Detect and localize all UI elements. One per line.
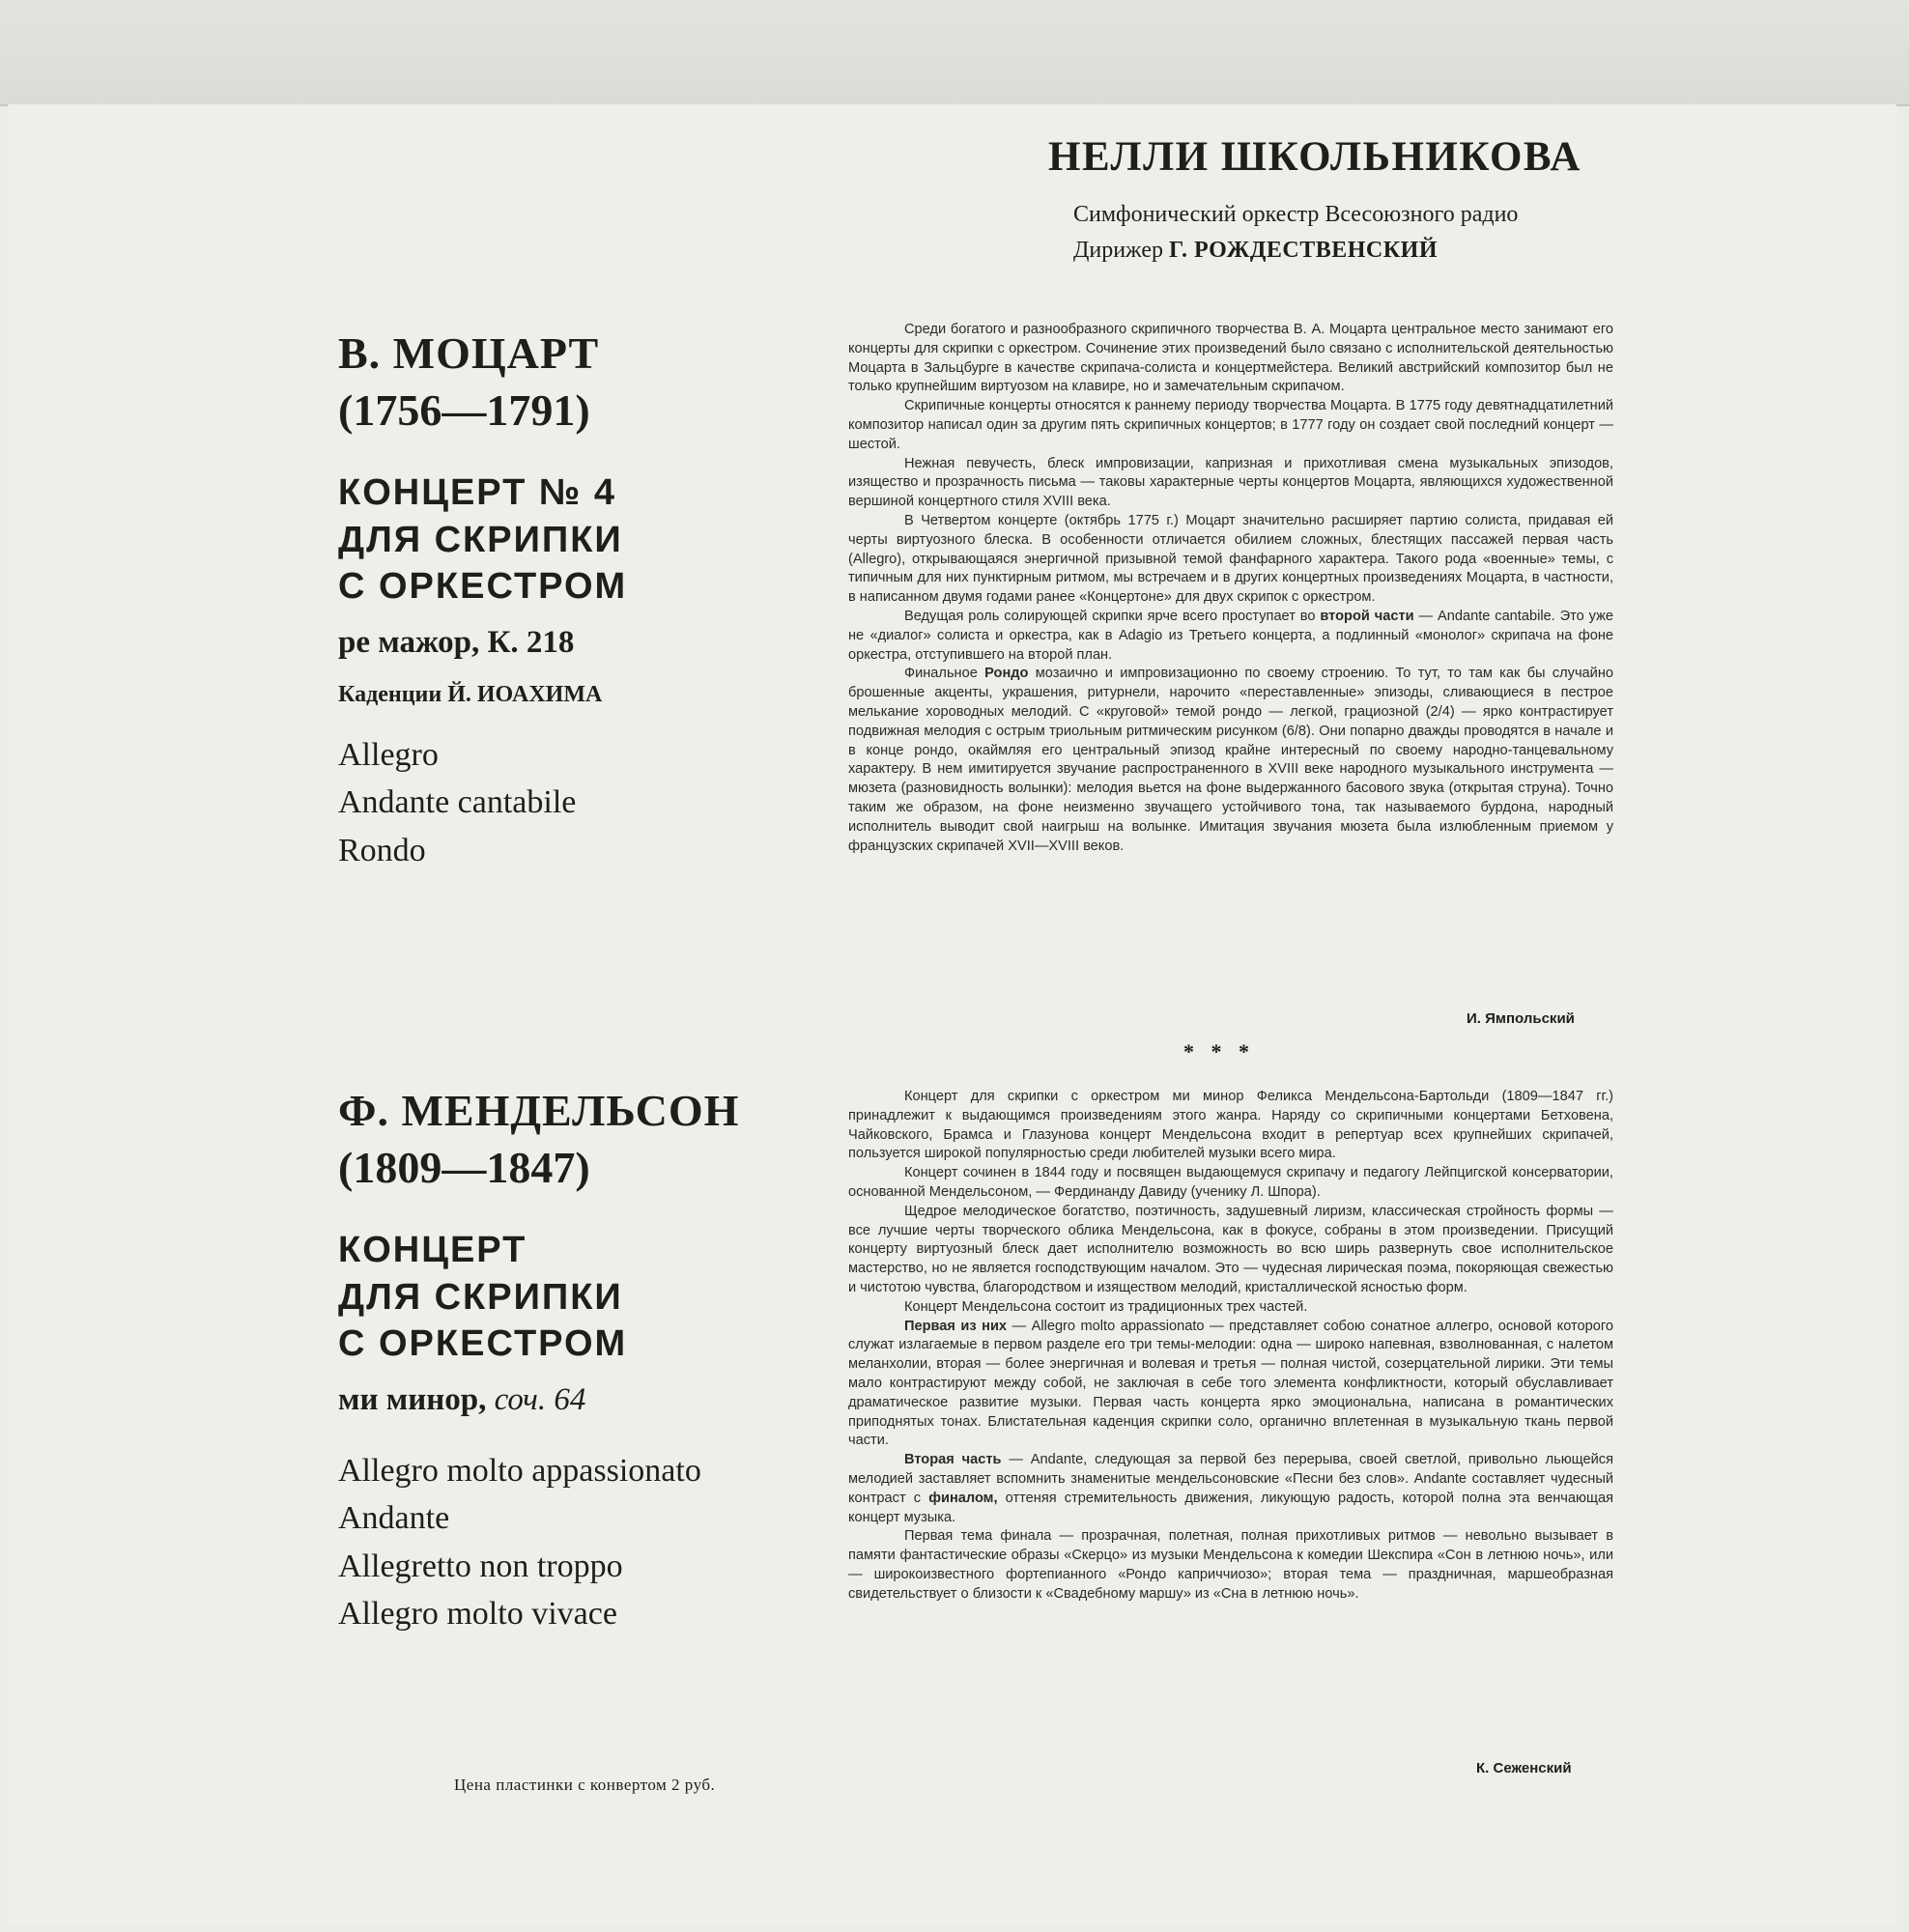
movement-item: Allegro molto vivace: [338, 1596, 617, 1633]
performer-name: НЕЛЛИ ШКОЛЬНИКОВА: [1048, 134, 1581, 180]
essay-paragraph: [848, 665, 1613, 856]
essay-paragraph: [848, 608, 1613, 665]
mozart-title-line: КОНЦЕРТ № 4: [338, 472, 616, 514]
essay-paragraph: Первая тема финала — прозрачная, полетная, полная прихотливых ритмов — невольно вызывает в памяти фантастические образы «Скерцо» из музыки Мендельсона к комедии Шекспира «Сон в летнюю ночь», или — широкоизвестного фортепианного «Рондо каприччиозо»; вторая тема — праздничная, маршеобразная свидетельствует о близости к «Свадебному маршу» из «Сна в летнюю ночь».: [848, 1528, 1613, 1602]
essay-emphasis: Вторая часть: [904, 1452, 1002, 1468]
mozart-title-line: С ОРКЕСТРОМ: [338, 565, 628, 607]
mozart-essay: [848, 321, 1613, 856]
mozart-composer: В. МОЦАРТ: [338, 328, 600, 378]
mendelssohn-years: (1809—1847): [338, 1143, 590, 1193]
mozart-work-title: [338, 469, 821, 610]
essay-emphasis: Рондо: [984, 666, 1029, 682]
mendelssohn-essay: [848, 1088, 1613, 1605]
mendelssohn-work-title: [338, 1227, 821, 1367]
essay-paragraph: Нежная певучесть, блеск импровизации, капризная и прихотливая смена музыкальных эпизодов, изящество и прозрачность письма — таковы характерные черты концертов Моцарта, являющихся художественной вершиной концертного стиля XVIII века.: [848, 455, 1613, 510]
conductor-label: Дирижер: [1073, 238, 1163, 263]
essay-paragraph: Скрипичные концерты относятся к раннему периоду творчества Моцарта. В 1775 году девятнадцатилетний композитор написал один за другим пять скрипичных концертов; в 1777 году он создает свой последний концерт — шестой.: [848, 398, 1613, 452]
movement-item: Andante: [338, 1500, 450, 1537]
essay-text: — Andante cantabile. Это уже не «диалог» солиста и оркестра, как в Adagio из Третьего концерта, а подлинный «монолог» скрипача на фоне оркестра, отступившего на второй план.: [848, 608, 1614, 663]
essay-paragraph: Концерт сочинен в 1844 году и посвящен выдающемуся скрипачу и педагогу Лейпцигской консерватории, основанной Мендельсоном, — Фердинанду Давиду (ученику Л. Шпора).: [848, 1165, 1613, 1200]
mozart-movements: [338, 731, 821, 874]
movement-item: Andante cantabile: [338, 784, 577, 821]
section-separator: * * *: [1183, 1039, 1255, 1064]
price-note: Цена пластинки с конвертом 2 руб.: [454, 1776, 716, 1794]
mendelssohn-key-text: ми минор,: [338, 1382, 487, 1418]
movement-item: Allegretto non troppo: [338, 1548, 623, 1584]
essay-paragraph: Концерт Мендельсона состоит из традиционных трех частей.: [904, 1298, 1308, 1315]
essay-paragraph: [848, 1451, 1613, 1527]
essay-text: Финальное: [904, 666, 978, 682]
mendelssohn-block: [338, 1084, 821, 1637]
mendelssohn-essay-author: К. Сеженский: [1476, 1760, 1572, 1776]
essay-emphasis: Первая из них: [904, 1318, 1008, 1334]
sleeve-top-flap: [0, 0, 1909, 106]
essay-paragraph: Среди богатого и разнообразного скрипичного творчества В. А. Моцарта центральное место занимают его концерты для скрипки с оркестром. Сочинение этих произведений было связано с исполнительской деятельностью Моцарта в Зальцбурге в качестве скрипача-солиста и концертмейстера. Великий австрийский композитор был не только крупнейшим виртуозом на клавире, но и замечательным скрипачом.: [848, 322, 1613, 395]
mendelssohn-title-line: КОНЦЕРТ: [338, 1230, 527, 1271]
essay-paragraph: В Четвертом концерте (октябрь 1775 г.) Моцарт значительно расширяет партию солиста, придавая ей черты виртуозного блеска. В особенности отличается обилием сложных, блестящих пассажей первая часть (Allegro), открывающаяся энергичной призывной темой фанфарного характера. Такого рода «военные» темы, с типичным для них пунктирным ритмом, мы встречаем и в других концертных произведениях Моцарта, в частности, в написанном двумя годами ранее «Концертоне» для двух скрипок с оркестром.: [848, 512, 1613, 606]
essay-emphasis: финалом,: [928, 1490, 998, 1506]
performer-header: [1048, 133, 1647, 264]
orchestra-name: Симфонический оркестр Всесоюзного радио: [1073, 202, 1519, 227]
mozart-title-line: ДЛЯ СКРИПКИ: [338, 519, 623, 560]
mozart-years: (1756—1791): [338, 385, 590, 436]
mendelssohn-title-line: ДЛЯ СКРИПКИ: [338, 1276, 623, 1318]
movement-item: Rondo: [338, 832, 426, 868]
mozart-block: [338, 327, 821, 874]
essay-text: мозаично и импровизационно по своему строению. То тут, то там как бы случайно брошенные акценты, украшения, ритурнели, нарочито «переставленные» эпизоды, сливающиеся в пестрое мелькание хороводных мелодий. С «круговой» темой рондо — легкой, грациозной (2/4) — ярко контрастирует подвижная мелодия с острым триольным ритмическим рисунком (6/8). Они попарно дважды проводятся в начале и в конце рондо, окаймляя его центральный эпизод крайне интересный по своему народно-танцевальному характеру. В нем имитируется звучание распространенного в XVIII веке народного музыкального инструмента — мюзета (разновидность волынки): мелодия вьется на фоне выдержанного басового звука (открытая струна). Точно таким же образом, на фоне неизменно звучащего устойчивого тона, так называемого бурдона, народный исполнитель выводит свой наигрыш на волынке. Имитация звучания мюзета была излюбленным приемом у французских скрипачей XVII—XVIII веков.: [848, 666, 1613, 854]
mozart-cadenza: Каденции Й. ИОАХИМА: [338, 682, 603, 708]
essay-text: — Allegro molto appassionato — представляет собою сонатное аллегро, основой которого служат излагаемые в первом разделе его три темы-мелодии: одна — широко напевная, взволнованная, с налетом меланхолии, вторая — более энергичная и волевая и третья — полная чистой, созерцательной лирики. Эти темы мало контрастируют между собой, не заключая в себе того элемента конфликтности, который обуславливает драматическое развитие музыки. Первая часть концерта ярко эмоциональна, написана в романтических приподнятых тонах. Блистательная каденция скрипки соло, органично вплетенная в музыкальную ткань первой части.: [848, 1318, 1613, 1449]
mendelssohn-movements: [338, 1447, 821, 1637]
mendelssohn-opus: соч. 64: [494, 1382, 586, 1418]
essay-text: оттеняя стремительность движения, ликующую радость, которой полна эта венчающая концерт музыка.: [848, 1490, 1613, 1525]
conductor-line: [1048, 238, 1647, 264]
conductor-name: Г. РОЖДЕСТВЕНСКИЙ: [1168, 238, 1438, 263]
mozart-key: ре мажор, К. 218: [338, 625, 575, 661]
mendelssohn-composer: Ф. МЕНДЕЛЬСОН: [338, 1086, 740, 1135]
mendelssohn-title-line: С ОРКЕСТРОМ: [338, 1322, 628, 1364]
mozart-essay-author: И. Ямпольский: [1467, 1010, 1575, 1027]
mendelssohn-key: [338, 1382, 821, 1418]
essay-text: Ведущая роль солирующей скрипки ярче всего проступает во: [904, 608, 1316, 624]
essay-text: — Andante, следующая за первой без перерыва, своей светлой, привольно льющейся мелодией заставляет вспомнить знаменитые мендельсоновские «Песни без слов». Andante составляет чудесный контраст с: [848, 1452, 1613, 1506]
essay-paragraph: Концерт для скрипки с оркестром ми минор Феликса Мендельсона-Бартольди (1809—1847 гг.) принадлежит к выдающимся произведениям этого жанра. Наряду со скрипичными концертами Бетховена, Чайковского, Брамса и Глазунова концерт Мендельсона входит в репертуар всех крупнейших скрипачей, пользуется широкой популярностью среди любителей музыки всего мира.: [848, 1089, 1613, 1162]
essay-paragraph: [848, 1318, 1613, 1452]
movement-item: Allegro molto appassionato: [338, 1453, 701, 1490]
essay-emphasis: второй части: [1320, 608, 1414, 624]
movement-item: Allegro: [338, 737, 439, 774]
essay-paragraph: Щедрое мелодическое богатство, поэтичность, задушевный лиризм, классическая стройность формы — все лучшие черты творческого облика Мендельсона, как в фокусе, собраны в этом произведении. Присущий концерту виртуозный блеск дает исполнителю возможность во всю ширь развернуть свое исполнительское мастерство, но не является господствующим началом. Это — чудесная лирическая поэма, покоряющая свежестью и чистотою чувства, благородством и изяществом мелодий, кристаллической ясностью форм.: [848, 1203, 1613, 1295]
